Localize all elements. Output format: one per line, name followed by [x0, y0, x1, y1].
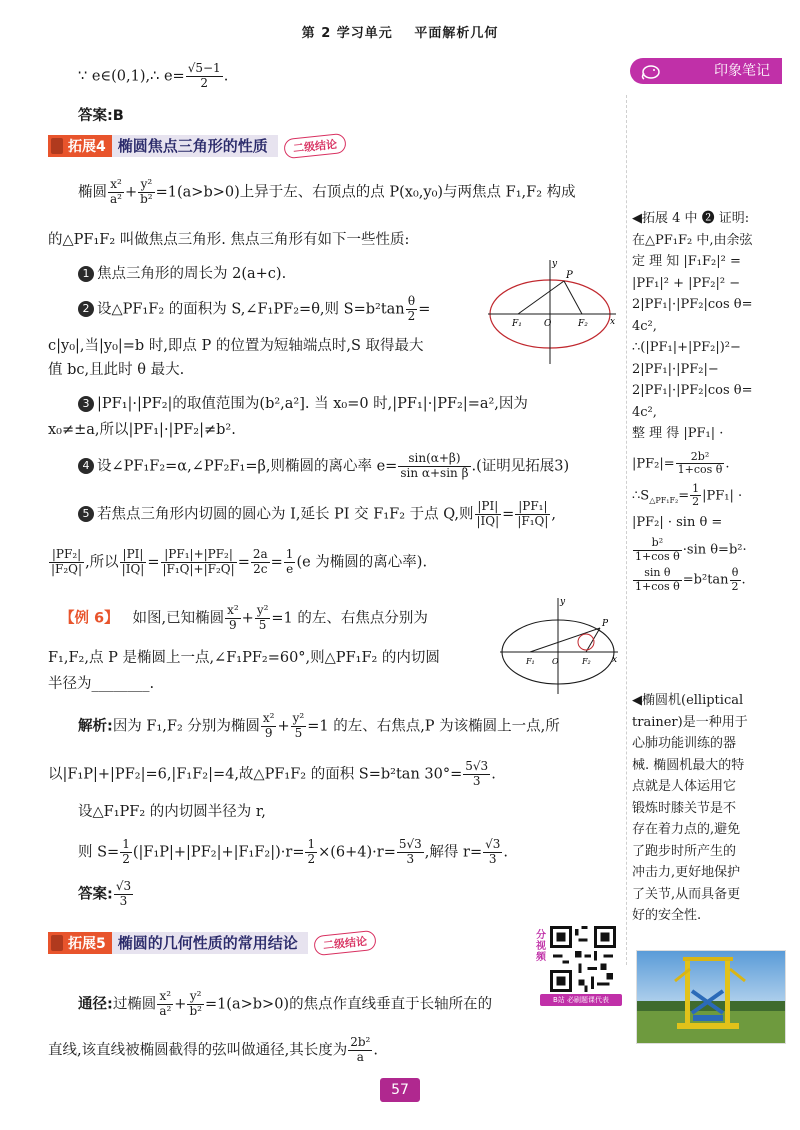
- text: (|F₁P|+|PF₂|+|F₁F₂|)·r=: [132, 844, 305, 861]
- s4-property-5-cont: $\frac{\text{|PF₂|}}{\text{|F₂Q|}}$ ,所以 $\frac{|PI|}{|IQ|}$ = $\frac{\text{|PF₁|+|PF₂|}}{\text{|F₁Q|+|F₂Q|}}$ = $\frac{2a}{2c}$ = $\frac{1}{e}$ (e 为椭圆的离心率).: [51, 547, 428, 576]
- note-line: 心肺功能训练的器: [632, 736, 737, 751]
- fraction: [633, 537, 682, 563]
- label-f2: F₂: [578, 319, 588, 329]
- text: .: [373, 1042, 378, 1059]
- label-f2: F₂: [582, 657, 591, 666]
- numerator: y²: [256, 603, 269, 617]
- numerator: y²: [187, 990, 204, 1005]
- text: ∵ e∈(0,1),∴ e=: [78, 68, 185, 85]
- denominator: 2c: [253, 561, 268, 576]
- numerator: 5√3: [465, 759, 489, 773]
- note-line: 整 理 得 |PF₁| ·: [632, 426, 724, 441]
- s4-property-3: [78, 392, 638, 413]
- fraction: [157, 990, 173, 1019]
- fraction: [255, 604, 271, 633]
- numerator: |PI|: [475, 500, 502, 515]
- header-unit: 第 2 学习单元: [301, 26, 393, 41]
- qr-side-label: 分视频: [536, 930, 546, 963]
- denominator: sin α+sin β: [400, 465, 469, 480]
- text: 以|F₁P|+|PF₂|=6,|F₁F₂|=4,故△PF₁F₂ 的面积 S=b²tan 30°=: [48, 766, 463, 783]
- fraction: [463, 760, 490, 789]
- label-f1: F₁: [512, 319, 522, 329]
- fraction: [120, 838, 132, 867]
- fraction: [186, 62, 223, 91]
- denominator: 5: [294, 725, 303, 740]
- note-line: |PF₁|² + |PF₂|² −: [632, 275, 741, 291]
- text: =: [678, 488, 690, 504]
- ellipse-diagram-2: [500, 596, 620, 696]
- level-badge: 二级结论: [283, 133, 347, 159]
- text: |PF₁|·|PF₂|的取值范围为(b²,a²]. 当 x₀=0 时,|PF₁|·|PF₂|=a²,因为: [97, 396, 528, 412]
- numerator: 1: [285, 547, 294, 561]
- text: ,所以: [85, 554, 119, 571]
- note-line: 4c²,: [632, 404, 657, 420]
- denominator: |F₁Q|+|F₂Q|: [162, 561, 235, 576]
- denominator: a²: [110, 191, 122, 206]
- numerator: 5√3: [398, 837, 422, 851]
- label-p: P: [602, 619, 609, 629]
- note-line: ◀椭圆机(elliptical: [632, 693, 744, 708]
- note-line: 在△PF₁F₂ 中,由余弦: [632, 232, 753, 248]
- s4-intro-2: 的△PF₁F₂ 叫做焦点三角形. 焦点三角形有如下一些性质:: [48, 232, 410, 248]
- number-badge: 3: [78, 396, 94, 412]
- sidebar-note-1: [632, 208, 784, 594]
- s5-line-2: [48, 1036, 608, 1065]
- numerator: x²: [262, 711, 275, 725]
- subscript: △PF₁F₂: [649, 496, 679, 506]
- text: 若焦点三角形内切圆的圆心为 I,延长 PI 交 F₁F₂ 于点 Q,则: [97, 506, 474, 523]
- label-x: x: [610, 317, 616, 327]
- qr-code[interactable]: [550, 926, 616, 992]
- denominator: 3: [119, 893, 128, 908]
- label-y: y: [552, 259, 558, 269]
- label-f1: F₁: [526, 657, 535, 666]
- text: 因为 F₁,F₂ 分别为椭圆: [112, 718, 260, 735]
- denominator: 2: [731, 579, 739, 593]
- denominator: 2: [307, 851, 316, 866]
- note-line: 定 理 知 |F₁F₂|² =: [632, 254, 741, 269]
- note-line: 了关节,从而具备更: [632, 886, 741, 902]
- fraction: [138, 178, 155, 207]
- fraction: [633, 567, 682, 593]
- note-line: [632, 537, 784, 563]
- note-line: 械. 椭圆机最大的特: [632, 757, 745, 773]
- denominator: e: [286, 561, 294, 576]
- fraction: [284, 548, 296, 577]
- numerator: x²: [157, 990, 173, 1005]
- denominator: 3: [488, 851, 497, 866]
- text: +: [124, 184, 138, 201]
- numerator: 2b²: [350, 1035, 371, 1049]
- text: =1(a>b>0)上异于左、右顶点的点 P(x₀,y₀)与两焦点 F₁,F₂ 构成: [155, 184, 576, 201]
- fraction: [120, 548, 147, 577]
- numerator: y²: [292, 711, 305, 725]
- elliptical-trainer-photo: [636, 950, 786, 1044]
- fraction: [291, 712, 307, 741]
- text: =: [418, 301, 431, 318]
- numerator: 1: [122, 837, 130, 851]
- note-line: $\frac{\text{sin θ}}{\text{1+cos θ}}$ =b²tan $\frac{\theta}{2}$ .: [635, 566, 746, 593]
- denominator: 3: [472, 773, 481, 788]
- note-line: 了跑步时所产生的: [632, 843, 737, 859]
- denominator: |IQ|: [476, 513, 500, 528]
- solution-line-3: 设△F₁PF₂ 的内切圆半径为 r,: [78, 804, 266, 820]
- running-header: [0, 22, 800, 41]
- numerator: |PF₁|+|PF₂|: [161, 548, 237, 563]
- numerator: sin θ: [633, 567, 682, 581]
- note-line: 2|PF₁|·|PF₂|cos θ=: [632, 383, 753, 398]
- numerator: 2a: [252, 547, 268, 561]
- numerator: √3: [115, 879, 132, 893]
- number-badge: 1: [78, 266, 94, 282]
- denominator: 9: [264, 725, 273, 740]
- number-badge: 4: [78, 458, 94, 474]
- section-heading: 椭圆焦点三角形的性质: [112, 135, 278, 157]
- numerator: θ: [730, 567, 741, 581]
- text: +: [277, 718, 290, 735]
- note-line: [632, 483, 784, 512]
- ellipse-diagram-1: [488, 258, 618, 366]
- header-title: 平面解析几何: [414, 26, 499, 41]
- numerator: √5−1: [187, 61, 221, 75]
- denominator: |IQ|: [121, 561, 145, 576]
- fraction: [261, 712, 277, 741]
- text: 椭圆: [78, 184, 107, 201]
- fraction: [397, 838, 424, 867]
- solution-label: 解析:: [78, 718, 113, 735]
- top-answer: 答案:B: [78, 108, 124, 124]
- denominator: a²: [159, 1003, 172, 1018]
- fraction: [475, 500, 502, 529]
- top-line-1: [78, 62, 638, 91]
- numerator: √3: [485, 837, 501, 851]
- text: 直线,该直线被椭圆截得的弦叫做通径,其长度为: [48, 1042, 348, 1059]
- label-o: O: [544, 319, 552, 329]
- example-tag: 【例 6】: [60, 610, 119, 627]
- note-line: ∴(|PF₁|+|PF₂|)²−: [632, 340, 741, 355]
- denominator: b²: [140, 191, 153, 206]
- section-heading: 椭圆的几何性质的常用结论: [112, 932, 308, 954]
- numerator: |PI|: [120, 548, 147, 563]
- fraction: [187, 990, 204, 1019]
- text: ×(6+4)·r=: [318, 844, 396, 861]
- fraction: [251, 548, 270, 577]
- text: 设△PF₁F₂ 的面积为 S,∠F₁PF₂=θ,则 S=b²tan: [97, 301, 405, 318]
- qr-caption: B站 必刷题课代表: [540, 994, 622, 1006]
- s4-property-5: 5 若焦点三角形内切圆的圆心为 I,延长 PI 交 F₁F₂ 于点 Q,则 $\frac{|PI|}{|IQ|}$ = $\frac{\text{|PF₁|}}{\text{|F₁Q|}}$ ,: [78, 500, 638, 529]
- section-tag: 拓展4: [48, 135, 112, 157]
- note-line: 冲击力,更好地保护: [632, 865, 741, 880]
- example-question-3: 半径为________.: [48, 676, 155, 692]
- numerator: 1: [307, 837, 316, 851]
- segment-pf1: [530, 628, 600, 652]
- text: +: [174, 996, 187, 1013]
- label-o: O: [552, 657, 559, 666]
- column-divider: [626, 95, 627, 965]
- denominator: 1+cos θ: [635, 549, 680, 563]
- segment-pf1: [518, 281, 564, 314]
- note-line: 2|PF₁|·|PF₂|−: [632, 361, 719, 377]
- fraction: [483, 838, 502, 867]
- example-question-2: F₁,F₂,点 P 是椭圆上一点,∠F₁PF₂=60°,则△PF₁F₂ 的内切圆: [48, 650, 440, 666]
- denominator: |F₁Q|: [517, 513, 549, 528]
- note-line: ◀拓展 4 中 ❷ 证明:: [632, 211, 750, 226]
- label-y: y: [560, 597, 566, 607]
- fraction: [49, 548, 84, 577]
- denominator: 9: [229, 617, 237, 632]
- fraction: [305, 838, 317, 867]
- numerator: x²: [227, 603, 239, 617]
- label-x: x: [612, 655, 618, 665]
- text: =1 的左、右焦点分别为: [271, 610, 428, 627]
- text: 如图,已知椭圆: [132, 610, 225, 627]
- denominator: 2: [407, 308, 416, 323]
- denominator: 1+cos θ: [635, 579, 680, 593]
- denominator: 1+cos θ: [677, 463, 723, 477]
- note-line: 点就是人体运用它: [632, 779, 737, 794]
- note-line: 锻炼时膝关节是不: [632, 800, 737, 816]
- label-p: P: [566, 270, 573, 281]
- text: .: [725, 456, 730, 472]
- denominator: b²: [189, 1003, 202, 1018]
- level-badge: 二级结论: [313, 930, 377, 956]
- term-label: 通径:: [78, 996, 113, 1013]
- page-number: 57: [380, 1078, 420, 1102]
- s4-intro-1: [78, 178, 638, 207]
- denominator: 2: [122, 851, 130, 866]
- text: +: [241, 610, 254, 627]
- denominator: 3: [406, 851, 415, 866]
- denominator: 2: [692, 495, 700, 509]
- fraction: [108, 178, 124, 207]
- solution-line-2: 以|F₁P|+|PF₂|=6,|F₁F₂|=4,故△PF₁F₂ 的面积 S=b²tan 30°= $\frac{5√3}{3}$ .: [48, 759, 496, 788]
- numerator: 2b²: [676, 451, 725, 465]
- fraction: [114, 880, 133, 909]
- numerator: |PF₂|: [49, 548, 84, 563]
- solution-line-1: [78, 712, 638, 741]
- note-line: 2|PF₁|·|PF₂|cos θ=: [632, 297, 753, 312]
- sidebar-note-2: [632, 690, 784, 927]
- notes-badge: [630, 58, 782, 84]
- text: 则 S=: [78, 844, 120, 861]
- text: ·sin θ=b²·: [682, 542, 747, 558]
- number-badge: 5: [78, 506, 94, 522]
- fraction: [348, 1036, 372, 1065]
- section-tag: 拓展5: [48, 932, 112, 954]
- notes-badge-label: 印象笔记: [714, 63, 770, 79]
- text: ,解得 r=: [424, 844, 483, 861]
- text: .: [503, 844, 508, 861]
- fraction: [730, 567, 741, 593]
- denominator: |F₂Q|: [51, 561, 83, 576]
- fraction: [676, 451, 725, 477]
- segment-pf2: [564, 281, 582, 314]
- text: .(证明见拓展3): [471, 458, 570, 475]
- section-5-title: [48, 932, 376, 954]
- fraction: [225, 604, 241, 633]
- number-badge: 2: [78, 301, 94, 317]
- text: ∴S: [632, 488, 650, 504]
- section-4-title: [48, 135, 346, 157]
- numerator: b²: [633, 537, 682, 551]
- numerator: x²: [108, 178, 124, 193]
- numerator: y²: [138, 178, 155, 193]
- note-line: |PF₂| · sin θ =: [632, 514, 723, 530]
- note-line: 好的安全性.: [632, 908, 702, 923]
- text: .: [223, 68, 229, 85]
- s4-property-2-cont: c|y₀|,当|y₀|=b 时,即点 P 的位置为短轴端点时,S 取得最大: [48, 338, 424, 354]
- denominator: 2: [200, 75, 209, 90]
- text: (e 为椭圆的离心率).: [296, 554, 428, 571]
- example-answer: [78, 880, 638, 909]
- s4-property-2-cont2: 值 bc,且此时 θ 最大.: [48, 362, 185, 378]
- text: 过椭圆: [112, 996, 157, 1013]
- fraction: [161, 548, 237, 577]
- note-line: trainer)是一种用于: [632, 714, 748, 730]
- text: |PF₁| ·: [702, 488, 743, 504]
- fraction: [406, 295, 418, 324]
- text: =1(a>b>0)的焦点作直线垂直于长轴所在的: [204, 996, 493, 1013]
- fraction: [515, 500, 550, 529]
- denominator: a: [356, 1049, 364, 1064]
- numerator: |PF₁|: [515, 500, 550, 515]
- text: 设∠PF₁F₂=α,∠PF₂F₁=β,则椭圆的离心率 e=: [97, 458, 398, 475]
- note-line: [632, 451, 784, 477]
- note-line: 存在着力点的,避免: [632, 822, 741, 837]
- elephant-icon: [640, 61, 662, 81]
- text: 焦点三角形的周长为 2(a+c).: [97, 266, 287, 282]
- text: =b²tan: [682, 572, 729, 588]
- text: |PF₂|=: [632, 456, 675, 472]
- answer-label: 答案:: [78, 886, 113, 903]
- denominator: 5: [258, 617, 267, 632]
- s4-property-3-cont: x₀≠±a,所以|PF₁|·|PF₂|≠b².: [48, 422, 236, 438]
- fraction: [398, 452, 470, 481]
- text: =1 的左、右焦点,P 为该椭圆上一点,所: [307, 718, 560, 735]
- numerator: sin(α+β): [398, 452, 470, 467]
- note-line: 4c²,: [632, 318, 657, 334]
- s4-property-4: [78, 452, 638, 481]
- numerator: θ: [406, 295, 418, 310]
- solution-line-4: [78, 838, 638, 867]
- fraction: [690, 483, 701, 509]
- numerator: 1: [692, 481, 700, 495]
